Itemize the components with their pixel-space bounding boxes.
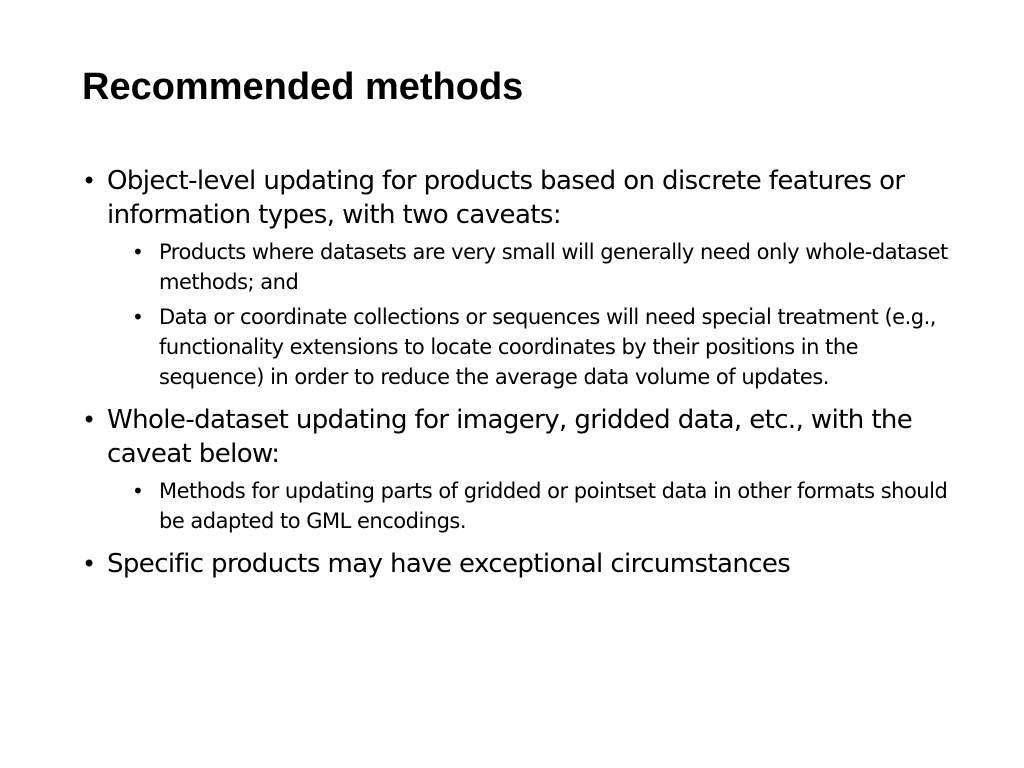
slide-title: Recommended methods xyxy=(82,66,524,108)
bullet-icon: • xyxy=(132,479,144,503)
bullet-item xyxy=(82,403,952,536)
sub-bullet-item xyxy=(132,476,952,536)
bullet-item xyxy=(82,164,952,392)
sub-bullet-list xyxy=(132,237,952,392)
bullet-icon: • xyxy=(132,305,144,329)
sub-bullet-text: Data or coordinate collections or sequences will need special treatment (e.g., functionality extensions to locate coordinates by their positions in the sequence) in order to reduce the average data volume of updates. xyxy=(159,305,936,389)
sub-bullet-list xyxy=(132,476,952,536)
sub-bullet-item xyxy=(132,302,952,392)
bullet-text: Whole-dataset updating for imagery, gridded data, etc., with the caveat below: xyxy=(107,405,913,469)
sub-bullet-text: Products where datasets are very small will generally need only whole-dataset methods; and xyxy=(159,240,948,294)
bullet-icon: • xyxy=(82,167,96,195)
bullet-icon: • xyxy=(82,550,96,578)
bullet-list xyxy=(82,164,952,592)
sub-bullet-item xyxy=(132,237,952,297)
bullet-item xyxy=(82,547,952,581)
sub-bullet-text: Methods for updating parts of gridded or pointset data in other formats should be adapted to GML encodings. xyxy=(159,479,948,533)
bullet-text: Object-level updating for products based on discrete features or information types, with two caveats: xyxy=(107,166,905,230)
bullet-text: Specific products may have exceptional circumstances xyxy=(107,549,791,579)
bullet-icon: • xyxy=(132,240,144,264)
bullet-icon: • xyxy=(82,406,96,434)
